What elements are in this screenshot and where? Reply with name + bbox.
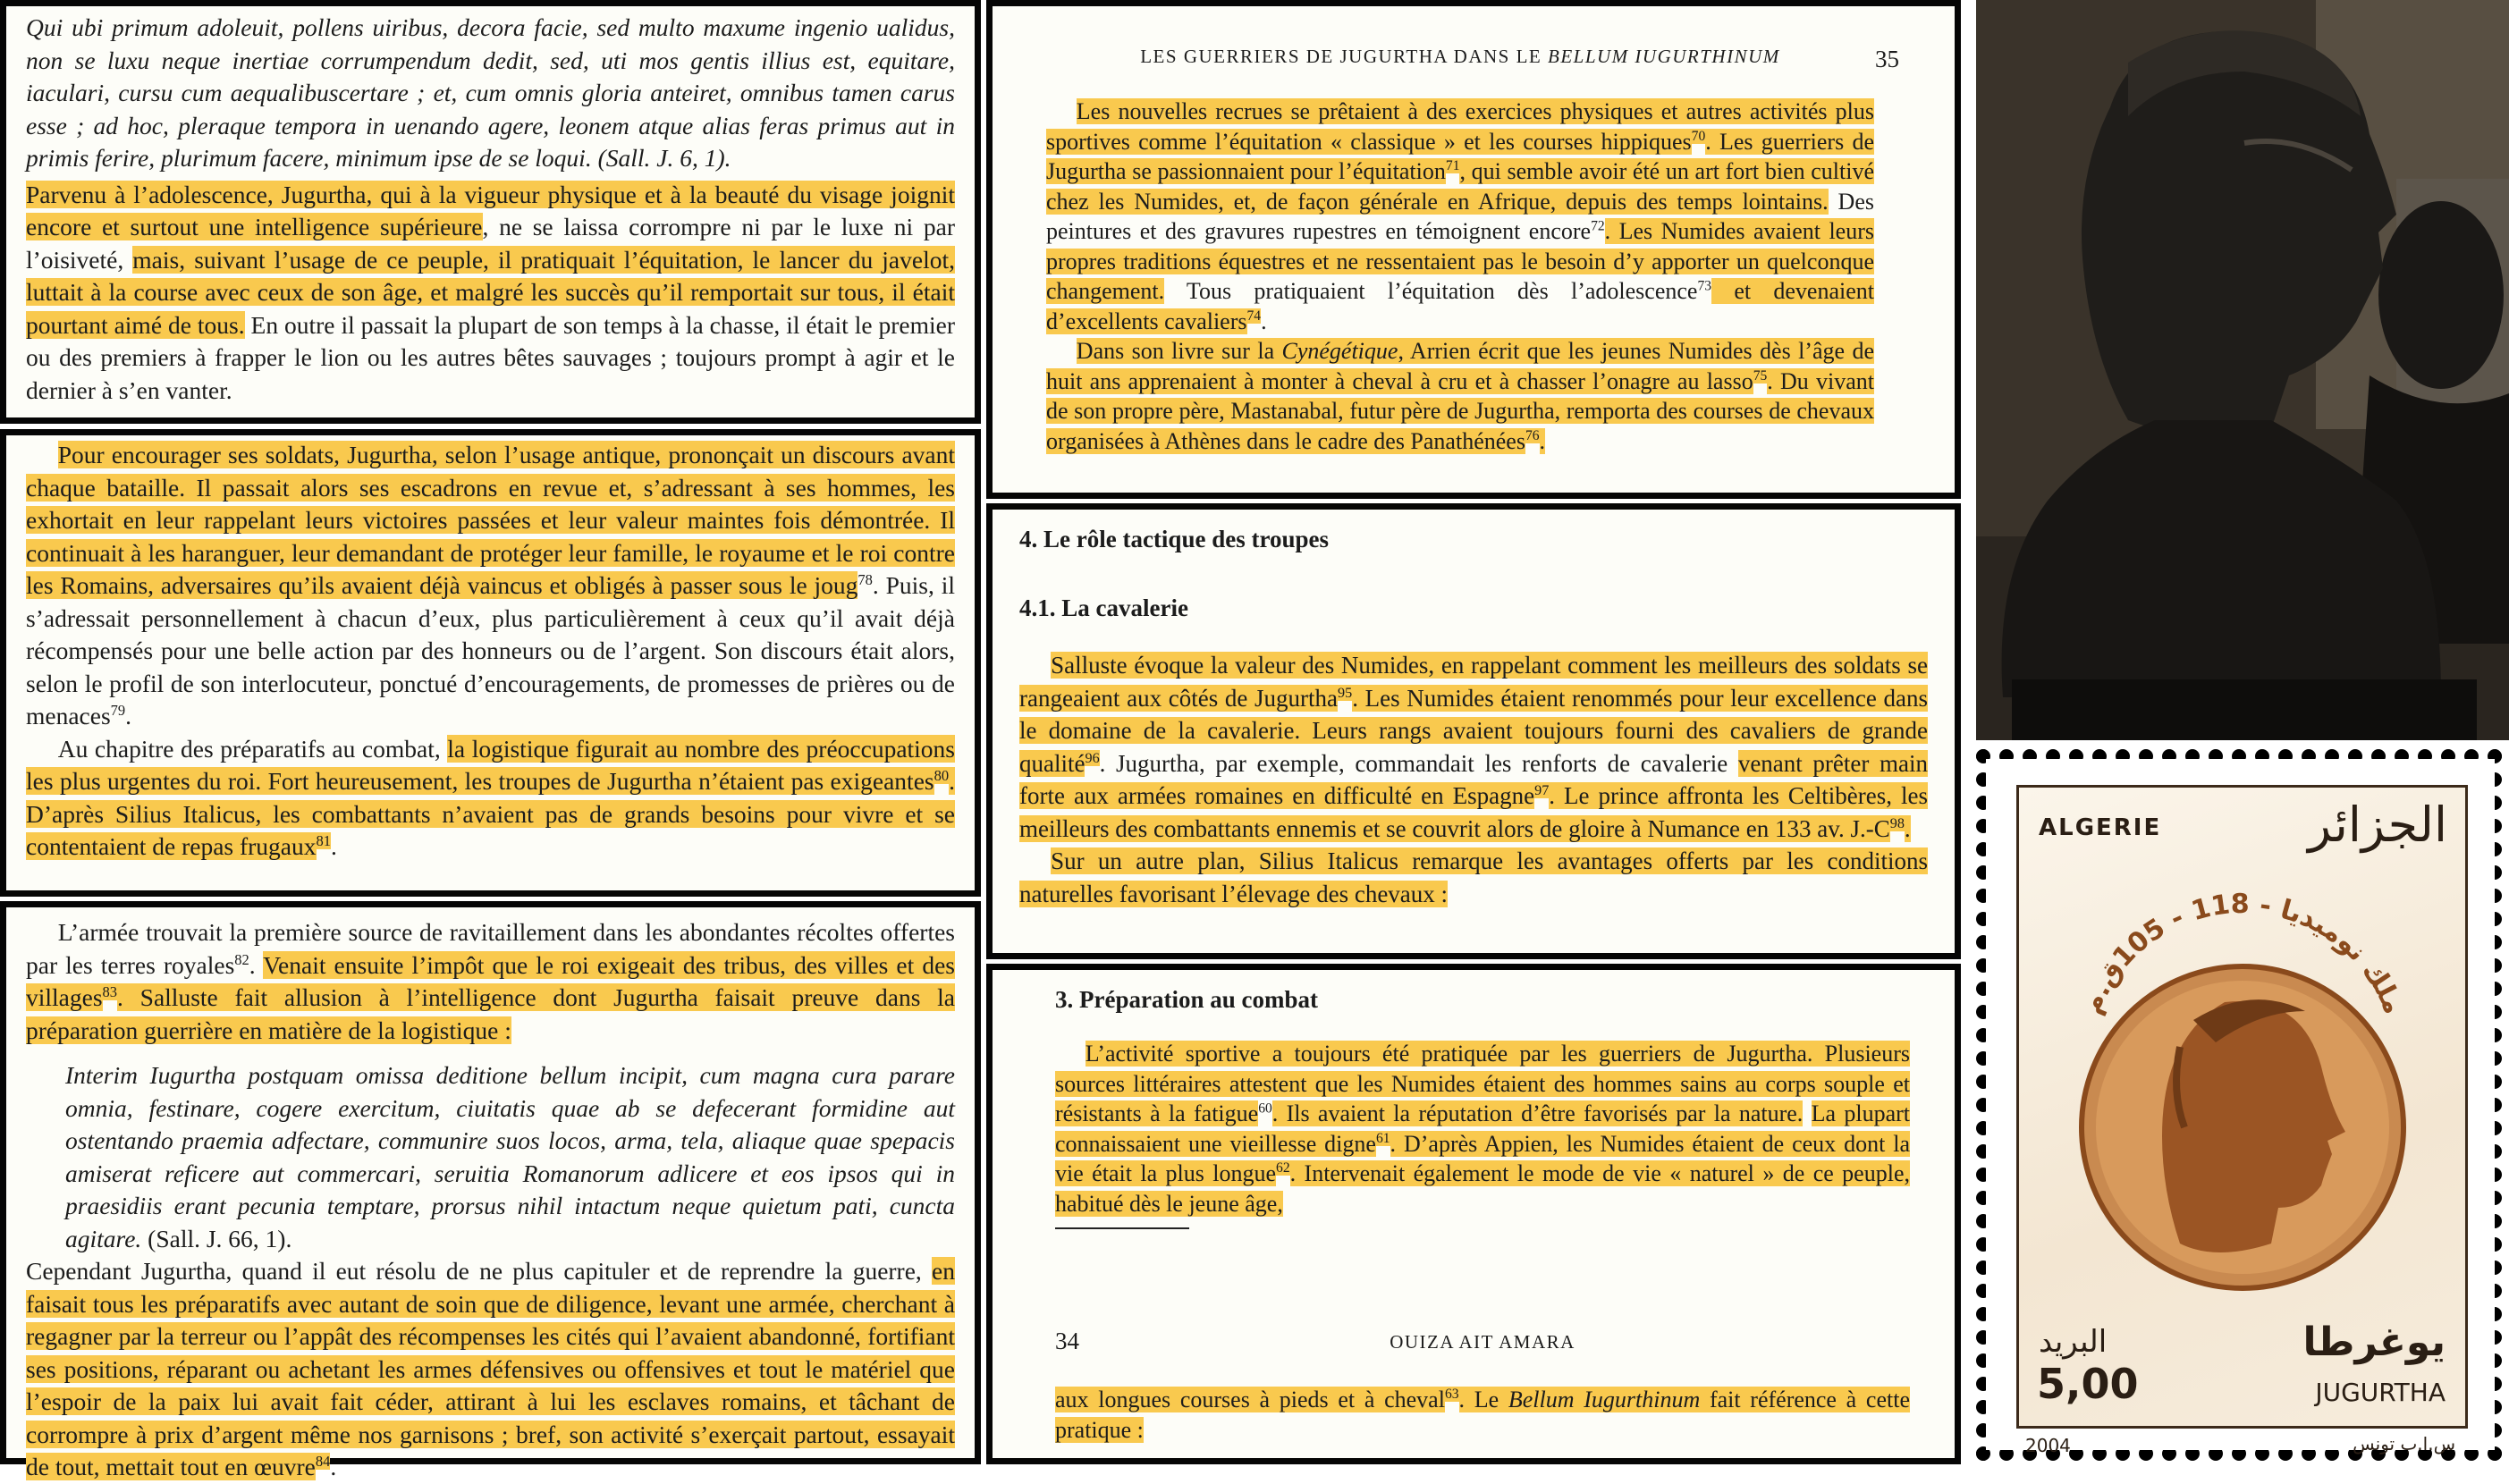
highlight-italic: Cynégétique <box>1281 338 1398 364</box>
text: Au chapitre des préparatifs au combat, <box>57 734 448 763</box>
text: . Puis, il s’adressait personnellement à chacun d’eux, plus particulièrement à ceux qu’il avait déjà récompensés pour une belle action par des honneurs ou de l’argent. Son discours était alors, selon le profil de son interlocuteur, ponctué d’encouragements, de promesses de prières ou de menaces <box>26 571 955 729</box>
highlight: Les nouvelles recrues se prêtaient à des exercices physiques et autres activités plus sportives comme l’équitation « classique » et les courses hippiques <box>1046 98 1874 155</box>
highlight: en faisait tous les préparatifs avec autant de soin que de diligence, levant une armée, cherchant à regagner par la terreur ou l’appât des récompenses les cités qui l’avaient abandonné, fortifiant ses positions, réparant ou achetant les armes défensives ou offensives et tout le matériel que l’espoir de la paix lui avait fait céder, attirant à lui les esclaves romains, et tâchant de corrompre à prix d’argent même nos garnisons ; bref, son activité s’exerçait partout, essayait de tout, mettait tout en œuvre <box>26 1257 955 1480</box>
highlight: Dans son livre sur la <box>1076 338 1282 364</box>
latin-text: Qui ubi primum adoleuit, pollens uiribus, decora facie, sed multo maxume ingenio ualidus, non se luxu neque inertiae corrumpendum dedit, sed, uti mos gentis illius est, equitare, iaculari, cursu cum aequalibuscertare ; et, cum omnis gloria anteiret, omnibus tamen carus esse ; ad hoc, pleraque tempora in uenando agere, leonem atque alias feras primus aut in primis ferire, plurimum facere, minimum ipse de se loqui. <box>26 13 955 172</box>
highlight: Salluste évoque la valeur des Numides, en rappelant comment les meilleurs des soldats se rangeaient aux côtés de Jugurtha <box>1019 652 1928 712</box>
stamp-face <box>2016 785 2468 1429</box>
highlight: . Les Numides étaient renommés pour leur excellence dans le domaine de la cavalerie. Leurs rangs avaient toujours fourni des cavaliers de grande qualité <box>1019 684 1928 777</box>
highlight: La plupart connaissaient une vieillesse digne <box>1055 1100 1910 1157</box>
bust-silhouette-icon <box>1976 0 2509 740</box>
latin-quote-adolescence <box>26 12 955 175</box>
footnote-ref: 81 <box>316 831 332 849</box>
paragraph-cavalry: Salluste évoque la valeur des Numides, en rappelant comment les meilleurs des soldats se rangeaient aux côtés de Jugurtha$^{95}$. Les Numides étaient renommés pour leur excellence dans le domaine de la cavalerie. Leurs rangs avaient toujours fourni des cavaliers de grande qualité$^{96}$. Jugurtha, par exemple, commandait les renforts de cavalerie venant prêter main forte aux armées romaines en difficulté en Espagne$^{97}$. Le prince affronta les Celtibères, les meilleurs des combattants ennemis et se couvrit alors de gloire à Numance en 133 av. $J.-C^{98}$. <box>1019 652 1928 842</box>
paragraph-preparation <box>1055 1039 1910 1218</box>
subsection-heading: 4.1. La cavalerie <box>1019 594 1188 621</box>
jugurtha-stamp <box>1972 745 2509 1464</box>
highlight: Pour encourager ses soldats, Jugurtha, selon l’usage antique, prononçait un discours avant chaque bataille. Il passait alors ses escadrons en revue et, s’adressant à ses hommes, les exhortait en leur rappelant leurs victoires passées et leur valeur maintes fois démontrée. Il continuait à les haranguer, leur demandant de protéger leur famille, le royaume et le roi contre les Romains, adversaires qu’ils avaient déjà vaincus et obligés à passer sous le joug <box>26 441 955 599</box>
footnote-ref: 97 <box>1534 782 1550 798</box>
highlight: . Le <box>1458 1387 1508 1412</box>
footnote-ref: 84 <box>315 1452 331 1470</box>
text: . Jugurtha, par exemple, commandait les renforts de cavalerie <box>1099 749 1738 777</box>
highlight: Parvenu à l’adolescence, Jugurtha, qui à la vigueur physique et à la beauté du visage joignit encore et surtout une intelligence supérieure <box>26 180 955 240</box>
highlight: . Intervenait également le mode de vie « naturel » de ce peuple, habitué dès le jeune âge, <box>1055 1160 1910 1217</box>
footnote-ref: 63 <box>1444 1387 1459 1403</box>
footnote-ref: 76 <box>1525 427 1540 443</box>
highlight: . Les guerriers de Jugurtha se passionnaient pour l’équitation <box>1046 128 1874 184</box>
highlight: mais, suivant l’usage de ce peuple, il pratiquait l’équitation, le lancer du javelot, luttait à la course avec ceux de son âge, et malgré les succès qu’il remportait sur tous, il était pourtant aimé de tous. <box>26 245 955 339</box>
paragraph-speeches: Pour encourager ses soldats, Jugurtha, selon l’usage antique, prononçait un discours avant chaque bataille. Il passait alors ses escadrons en revue et, s’adressant à ses hommes, les exhortait en leur rappelant leurs victoires passées et leur valeur maintes fois démontrée. Il continuait à les haranguer, leur demandant de protéger leur famille, le royaume et le roi contre les Romains, adversaires qu’ils avaient déjà vaincus et obligés à passer sous le joug$^{78}$. Puis, il s’adressait personnellement à chacun d’eux, plus particulièrement à ceux qu’il avait déjà récompensés pour une belle action par des honneurs ou de l’argent. Son discours était alors, selon le profil de son interlocuteur, ponctué d’encouragements, de promesses de prières ou de menaces$^{79}$. <box>26 441 955 729</box>
latin-reference: (Sall. J. 6, 1). <box>597 144 731 172</box>
highlight: fait référence à cette pratique : <box>1055 1387 1910 1443</box>
footnote-rule <box>1055 1227 1189 1229</box>
highlight-italic: Bellum Iugurthinum <box>1508 1387 1701 1412</box>
country-arabic: الجزائر <box>2308 797 2447 853</box>
panel-speeches-logistics <box>0 429 981 897</box>
highlight: , Arrien écrit que les jeunes Numides dès l’âge de huit ans apprenaient à monter à cheval à cru et à chasser l’onagre au lasso <box>1046 338 1874 394</box>
paragraph-supply: L’armée trouvait la première source de ravitaillement dans les abondantes récoltes offertes par les terres royales$^{82}$. Venait ensuite l’impôt que le roi exigeait des tribus, des villes et des villages$^{83}$. Salluste fait allusion à l’intelligence dont Jugurtha faisait preuve dans la préparation guerrière en matière de la logistique : <box>26 918 955 1044</box>
paragraph-logistics: Au chapitre des préparatifs au combat, la logistique figurait au nombre des préoccupations les plus urgentes du roi. Fort heureusement, les troupes de Jugurtha n’étaient pas exigeantes$^{80}$. D’après Silius Italicus, les combattants n’avaient pas de grands besoins pour vivre et se contentaient de repas frugaux$^{81}$. <box>26 734 956 860</box>
highlight: Sur un autre plan, Silius Italicus remarque les avantages offerts par les conditions naturelles favorisant l’élevage des chevaux : <box>1019 847 1928 907</box>
highlight: aux longues courses à pieds et à cheval <box>1055 1387 1445 1412</box>
highlight: . D’après Appien, les Numides étaient de ceux dont la vie était la plus longue <box>1055 1130 1911 1186</box>
text: En outre il passait la plupart de son temps à la chasse, il était le premier ou des premiers à frapper le lion ou les autres bêtes sauvages ; toujours prompt à agir et le dernier à s’en vanter. <box>26 310 955 404</box>
text: Tous pratiquaient l’équitation dès l’adolescence <box>1164 278 1698 304</box>
name-arabic: يوغرطا <box>2302 1320 2446 1365</box>
page-number: 35 <box>1875 46 1899 72</box>
highlight: , qui semble avoir été un art fort bien cultivé chez les Numides, et, de façon générale en Afrique, depuis des temps lointains. <box>1046 158 1874 215</box>
text: Des peintures et des gravures rupestres en témoignent encore <box>1046 188 1874 244</box>
latin-reference: (Sall. J. 66, 1). <box>148 1224 292 1252</box>
coin-portrait-icon <box>2037 886 2448 1297</box>
footnote-ref: 60 <box>1258 1100 1272 1117</box>
text: Cependant Jugurtha, quand il eut résolu de ne plus capituler et de reprendre la guerre, <box>26 1257 922 1285</box>
section-heading: 4. Le rôle tactique des troupes <box>1019 526 1329 552</box>
page-number: 34 <box>1055 1328 1079 1354</box>
footnote-ref: 70 <box>1691 128 1706 144</box>
highlight: . Du vivant de son propre père, Mastanabal, futur père de Jugurtha, remporta des courses de chevaux organisées à Athènes dans le cadre des Panathénées <box>1046 367 1874 454</box>
section-heading: 3. Préparation au combat <box>1055 986 1318 1013</box>
paragraph-arrien: Dans son livre sur la Cynégétique, Arrien écrit que les jeunes Numides dès l’âge de huit ans apprenaient à monter à cheval à cru et à chasser l’onagre au lasso$^{75}$. Du vivant de son propre père, Mastanabal, futur père de Jugurtha, remporta des courses de chevaux organisées à Athènes dans le cadre des Panathénées$^{76}$. <box>1046 338 1874 454</box>
panel-supply-latin <box>0 901 981 1480</box>
latin-text: Interim Iugurtha postquam omissa deditione bellum incipit, cum magna cura parare omnia, festinare, cogere exercitum, ciuitatis quae ab se defecerant formidine aut ostentando praemia adfectare, communire suos locos, arma, tela, aliaque quae spepacis amiserat reficere aut commercari, seruitia Romanorum adlicere et eos ipsos qui in praesidiis erant pecunia temptare, prorsus nihil intactum neque quietum pati, cuncta agitare. <box>65 1061 955 1252</box>
panel-cavalry <box>986 503 1961 959</box>
country-latin: ALGERIE <box>2039 814 2162 841</box>
running-head <box>1046 46 1874 68</box>
footnote-ref: 71 <box>1445 158 1460 174</box>
highlight: la logistique figurait au nombre des préoccupations les plus urgentes du roi. Fort heureusement, les troupes de Jugurtha n’étaient pas exigeantes <box>26 734 956 795</box>
highlight: et devenaient d’excellents cavaliers <box>1046 278 1875 334</box>
footnote-ref: 95 <box>1338 684 1353 701</box>
highlight: . Salluste fait allusion à l’intelligence dont Jugurtha faisait preuve dans la préparation guerrière en matière de la logistique : <box>26 983 955 1044</box>
panel-page-35-equitation <box>986 0 1961 499</box>
footnote-ref: 75 <box>1753 367 1768 384</box>
footnote-ref: 79 <box>110 701 126 719</box>
footnote-ref: 82 <box>234 950 249 968</box>
panel-page-34-preparation <box>986 964 1961 1464</box>
page-footer <box>1055 1328 1910 1363</box>
footnote-ref: 72 <box>1591 218 1605 234</box>
latin-quote-war <box>65 1059 955 1255</box>
stamp-printer: س.ا.ب تونس <box>2353 1433 2455 1454</box>
highlight: Venait ensuite l’impôt que le roi exigeait des tribus, des villes et des villages <box>26 950 955 1011</box>
text: L’armée trouvait la première source de ravitaillement dans les abondantes récoltes offertes par les terres royales <box>26 918 955 979</box>
post-arabic: البريد <box>2039 1324 2108 1360</box>
stamp-year: 2004 <box>2025 1435 2071 1456</box>
french-translation-war: Cependant Jugurtha, quand il eut résolu de ne plus capituler et de reprendre la guerre, en faisait tous les préparatifs avec autant de soin que de diligence, levant une armée, cherchant à regagner par la terreur ou l’appât des récompenses les cités qui l’avaient abandonné, fortifiant ses positions, réparant ou achetant les armes défensives ou offensives et tout le matériel que l’espoir de la paix lui avait fait céder, attirant à lui les esclaves romains, et tâchant de corrompre à prix d’argent même nos garnisons ; bref, son activité s’exerçait partout, essayait de tout, mettait tout en œuvre$^{84}$. <box>26 1257 955 1480</box>
french-translation-adolescence <box>26 179 955 408</box>
highlight: venant prêter main forte aux armées romaines en difficulté en Espagne <box>1019 749 1928 809</box>
highlight: . D’après Silius Italicus, les combattants n’avaient pas de grands besoins pour vivre et se contentaient de repas frugaux <box>26 767 955 860</box>
footnote-ref: 98 <box>1889 814 1905 831</box>
footnote-ref: 96 <box>1085 749 1100 766</box>
footnote-ref: 78 <box>857 570 873 588</box>
paragraph-equitation: Les nouvelles recrues se prêtaient à des exercices physiques et autres activités plus sportives comme l’équitation « classique » et les courses hippiques$^{70}$. Les guerriers de Jugurtha se passionnaient pour l’équitation$^{71}$, qui semble avoir été un art fort bien cultivé chez les Numides, et, de façon générale en Afrique, depuis des temps lointains. Des peintures et des gravures rupestres en témoignent encore$^{72}$. Les Numides avaient leurs propres traditions équestres et ne ressentaient pas le besoin d’y apporter un quelconque changement. Tous pratiquaient l’équitation dès l’adolescence$^{73}$ et devenaient d’excellents cavaliers$^{74}$. <box>1046 98 1875 334</box>
highlight: . Ils avaient la réputation d’être favorisés par la nature. <box>1271 1100 1804 1126</box>
running-head-italic: BELLUM IUGURTHINUM <box>1548 46 1780 67</box>
highlight: L’activité sportive a toujours été pratiquée par les guerriers de Jugurtha. Plusieurs sources littéraires attestent que les Numides étaient des hommes sains au corps souple et résistants à la fatigue <box>1055 1041 1910 1126</box>
paragraph-continuation <box>1055 1385 1910 1445</box>
paragraph-horses <box>1019 845 1928 910</box>
arc-inscription: ملك نوميديا - 118 - 105ق.م <box>2075 888 2410 1019</box>
highlight: . Les Numides avaient leurs propres traditions équestres et ne ressentaient pas le besoin d’y apporter un quelconque changement. <box>1046 218 1874 304</box>
footnote-ref: 80 <box>933 766 950 784</box>
footnote-ref: 83 <box>102 982 118 1000</box>
highlight: . Le prince affronta les Celtibères, les meilleurs des combattants ennemis et se couvrit alors de gloire à Numance en 133 av. J.-C <box>1019 782 1928 842</box>
running-head-text: LES GUERRIERS DE JUGURTHA DANS LE <box>1140 46 1548 67</box>
face-value: 5,00 <box>2037 1360 2139 1408</box>
text <box>1803 1100 1811 1126</box>
bust-photograph <box>1976 0 2509 740</box>
text: , ne se laissa corrompre ni par le luxe ni par l’oisiveté, <box>26 213 955 274</box>
footnote-ref: 62 <box>1276 1160 1290 1176</box>
name-latin: JUGURTHA <box>2315 1378 2446 1407</box>
panel-sallust-adolescence <box>0 0 981 424</box>
footnote-ref: 73 <box>1697 278 1712 294</box>
footnote-ref: 74 <box>1246 308 1262 324</box>
footnote-ref: 61 <box>1375 1130 1390 1146</box>
running-head: OUIZA AIT AMARA <box>1390 1331 1576 1353</box>
